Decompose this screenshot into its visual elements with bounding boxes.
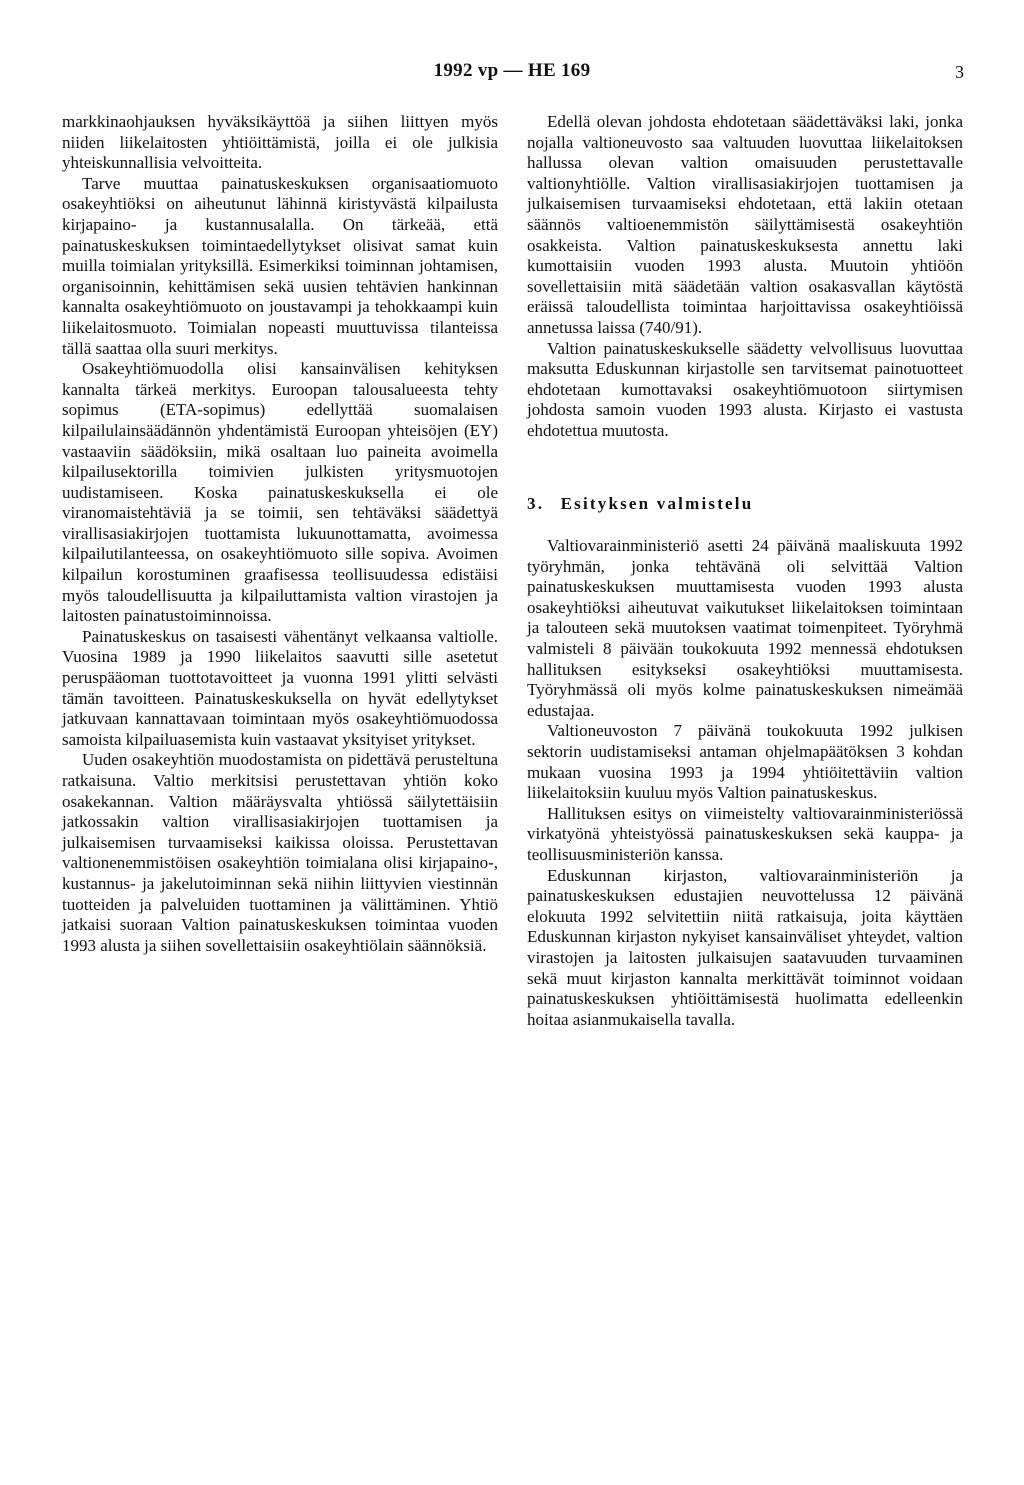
page-header [0,60,1024,90]
section-number: 3. [527,493,545,513]
page-number: 3 [955,62,964,82]
paragraph: Osakeyhtiömuodolla olisi kansainvälisen kehityksen kannalta tärkeä merkitys. Euroopan talousalueesta tehty sopimus (ETA-sopimus) edellyttää suomalaisen kilpailulainsäädännön yhdentämistä Euroopan yhteisöjen (EY) vastaaviin säädöksiin, mikä osaltaan luo paineita avoimella kilpailusektorilla toimivien julkisten yritysmuotojen uudistamiseen. Koska painatuskeskuksella ei ole viranomaistehtäviä ja se toimii, sen tehtäväksi säädettyä virallisasiakirjojen tuottamista lukuunottamatta, avoimessa kilpailutilanteessa, on osakeyhtiömuoto sille sopiva. Avoimen kilpailun korostuminen graafisessa teollisuudessa edistäisi myös taloudellisuutta ja kilpailuttamista valtion virastojen ja laitosten painatustoiminnoissa. [62,359,498,626]
paragraph: Valtiovarainministeriö asetti 24 päivänä maaliskuuta 1992 työryhmän, jonka tehtävänä oli selvittää Valtion painatuskeskuksen muuttamisesta vuoden 1993 alusta osakeyhtiöksi aiheutuvat vaikutukset liikelaitoksen toimintaan ja talouteen sekä muutoksen vaatimat toimenpiteet. Työryhmä valmisteli 8 päivään toukokuuta 1992 mennessä ehdotuksen hallituksen esitykseksi osakeyhtiöksi muuttamisesta. Työryhmässä oli myös kolme painatuskeskuksen nimeämää edustajaa. [527,536,963,720]
right-column [527,112,963,1030]
paragraph: Edellä olevan johdosta ehdotetaan säädettäväksi laki, jonka nojalla valtioneuvosto saa valtuuden luovuttaa liikelaitoksen hallussa olevan valtion omaisuuden perustettavalle valtionyhtiölle. Valtion virallisasiakirjojen tuottamisen ja julkaisemisen turvaamiseksi ehdotetaan, että lakiin otetaan säännös valtioenemmistön säilyttämisestä osakeyhtiön osakkeista. Valtion painatuskeskuksesta annettu laki kumottaisiin vuoden 1993 alusta. Muutoin yhtiöön sovellettaisiin mitä säädetään valtion osakasvallan käytöstä eräissä taloudellista toimintaa harjoittavissa osakeyhtiöissä annetussa laissa (740/91). [527,112,963,337]
paragraph: markkinaohjauksen hyväksikäyttöä ja siihen liittyen myös niiden liikelaitosten yhtiöittämistä, joilla ei ole julkisia yhteiskunnallisia velvoitteita. [62,112,498,173]
document-identifier: 1992 vp — HE 169 [433,60,591,81]
paragraph: Hallituksen esitys on viimeistelty valtiovarainministeriössä virkatyönä yhteistyössä painatuskeskuksen sekä kauppa- ja teollisuusministeriön kanssa. [527,803,963,864]
section-title: Esityksen valmistelu [560,493,754,513]
paragraph: Valtioneuvoston 7 päivänä toukokuuta 1992 julkisen sektorin uudistamiseksi antaman ohjelmapäätöksen 3 kohdan mukaan vuosina 1993 ja 1994 yhtiöitettäviin valtion liikelaitoksiin kuuluu myös Valtion painatuskeskus. [527,721,963,803]
section-heading [527,494,963,515]
paragraph: Eduskunnan kirjaston, valtiovarainministeriön ja painatuskeskuksen edustajien neuvottelussa 12 päivänä elokuuta 1992 selvitettiin niitä ratkaisuja, joita käyttäen Eduskunnan kirjaston nykyiset kansainväliset yhteydet, valtion virastojen ja laitosten julkaisujen saatavuuden turvaaminen sekä muut kirjaston kannalta merkittävät toiminnot voidaan painatuskeskuksen yhtiöittämisestä huolimatta edelleenkin hoitaa asianmukaisella tavalla. [527,865,963,1029]
left-column [62,112,498,956]
paragraph: Valtion painatuskeskukselle säädetty velvollisuus luovuttaa maksutta Eduskunnan kirjastolle sen tarvitsemat painotuotteet ehdotetaan kumottavaksi osakeyhtiömuotoon siirtymisen johdosta samoin vuoden 1993 alusta. Kirjasto ei vastusta ehdotettua muutosta. [527,338,963,440]
paragraph: Painatuskeskus on tasaisesti vähentänyt velkaansa valtiolle. Vuosina 1989 ja 1990 liikelaitos saavutti sille asetetut peruspääoman tuottotavoitteet ja vuonna 1991 ylitti selvästi tämän tavoitteen. Painatuskeskuksella on hyvät edellytykset jatkuvaan kannattavaan toimintaan myös osakeyhtiömuodossa samoista kilpailuasemista kuin vastaavat yksityiset yritykset. [62,626,498,749]
paragraph: Uuden osakeyhtiön muodostamista on pidettävä perusteltuna ratkaisuna. Valtio merkitsisi perustettavan yhtiön koko osakekannan. Valtion määräysvalta yhtiössä säilytettäisiin jatkossakin valtion virallisasiakirjojen tuottamisen ja julkaisemisen turvaamiseksi kaikissa oloissa. Perustettavan valtionenemmistöisen osakeyhtiön toimialana olisi kirjapaino-, kustannus- ja jakelutoiminnan sekä niihin liittyvien viestinnän tuotteiden ja palveluiden tuottaminen ja välittäminen. Yhtiö jatkaisi suoraan Valtion painatuskeskuksen toimintaa vuoden 1993 alusta ja siihen sovellettaisiin osakeyhtiölain säännöksiä. [62,750,498,955]
paragraph: Tarve muuttaa painatuskeskuksen organisaatiomuoto osakeyhtiöksi on aiheutunut lähinnä kiristyvästä kilpailusta kirjapaino- ja kustannusalalla. On tärkeää, että painatuskeskuksen toimintaedellytykset olisivat samat kuin muilla toimialan yrityksillä. Esimerkiksi toiminnan johtamisen, organisoinnin, kehittämisen sekä uusien tehtävien hankinnan kannalta osakeyhtiömuoto on joustavampi ja tehokkaampi kuin liikelaitosmuoto. Toimialan nopeasti muuttuvissa tilanteissa tällä saattaa olla suuri merkitys. [62,173,498,358]
